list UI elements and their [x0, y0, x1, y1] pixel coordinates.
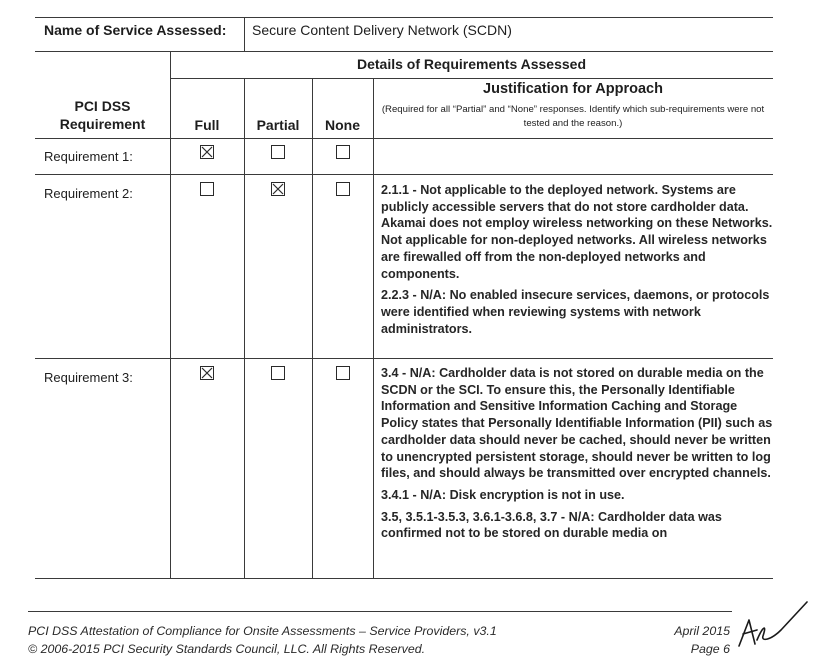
footer-copyright: © 2006-2015 PCI Security Standards Council, LLC. All Rights Reserved. — [28, 642, 426, 656]
requirement-1-full-checkbox[interactable] — [200, 145, 214, 159]
full-column-divider — [244, 78, 245, 578]
justification-paragraph: 2.2.3 - N/A: No enabled insecure services, daemons, or protocols were identified when reviewing systems with network administrators. — [381, 288, 770, 336]
requirement-2-label: Requirement 2: — [44, 186, 133, 201]
service-label-divider — [244, 17, 245, 51]
justification-paragraph: 3.4.1 - N/A: Disk encryption is not in use. — [381, 487, 625, 502]
requirement-2-none-checkbox[interactable] — [336, 182, 350, 196]
footer-page-number: Page 6 — [690, 642, 730, 656]
footer-document-title: PCI DSS Attestation of Compliance for Onsite Assessments – Service Providers, v3.1 — [28, 624, 497, 638]
justification-paragraph: 3.4 - N/A: Cardholder data is not stored on durable media on the SCDN or the SCI. To ensure this, the Personally Identifiable Information and Sensitive Information Caching and Storage Policy states that Personally Identifiable Information (PII) such as cardholder data should never be cached, should never be written to unencrypted persistent storage, should never be written to log files, and should always be transmitted over encrypted channels. — [381, 366, 773, 481]
table-top-border — [35, 17, 773, 18]
service-name-value: Secure Content Delivery Network (SCDN) — [252, 22, 512, 38]
none-column-divider — [373, 78, 374, 578]
footer-divider — [28, 611, 732, 612]
requirement-3-justification — [381, 365, 773, 547]
justification-column-subtitle: (Required for all “Partial” and “None” responses. Identify which sub-requirements were not tested and the reason.) — [381, 104, 765, 129]
header-bottom-border — [35, 138, 773, 139]
partial-column-header: Partial — [256, 117, 300, 133]
requirement-3-partial-checkbox[interactable] — [271, 366, 285, 380]
footer-right — [630, 622, 730, 658]
footer-left — [28, 622, 497, 658]
requirement-header-line2: Requirement — [59, 116, 146, 132]
service-row-bottom-border — [35, 51, 773, 52]
justification-paragraph: 2.1.1 - Not applicable to the deployed network. Systems are publicly accessible servers that do not store cardholder data. Akamai does not employ wireless networking on these Networks. Not applicable for non-deployed networks. All wireless networks are firewalled off from the non-deployed networks and components. — [381, 183, 773, 281]
requirement-2-partial-checkbox[interactable] — [271, 182, 285, 196]
requirement-3-full-checkbox[interactable] — [200, 366, 214, 380]
checked-x-icon — [201, 146, 213, 158]
details-title-bottom-border — [170, 78, 773, 79]
checked-x-icon — [201, 367, 213, 379]
requirement-header-line1: PCI DSS — [74, 98, 131, 114]
partial-column-divider — [312, 78, 313, 578]
requirement-3-none-checkbox[interactable] — [336, 366, 350, 380]
justification-paragraph: 3.5, 3.5.1-3.5.3, 3.6.1-3.6.8, 3.7 - N/A: Cardholder data was confirmed not to be stored on durable media on — [381, 509, 722, 541]
requirement-2-full-checkbox[interactable] — [200, 182, 214, 196]
row1-bottom-border — [35, 174, 773, 175]
full-column-header: Full — [194, 117, 220, 133]
requirement-1-partial-checkbox[interactable] — [271, 145, 285, 159]
requirement-1-label: Requirement 1: — [44, 149, 133, 164]
requirement-1-none-checkbox[interactable] — [336, 145, 350, 159]
details-title: Details of Requirements Assessed — [356, 56, 586, 72]
justification-column-header: Justification for Approach — [483, 81, 663, 97]
handwritten-initials-icon — [733, 596, 813, 656]
requirement-2-justification — [381, 182, 773, 342]
none-column-header: None — [325, 117, 360, 133]
requirement-3-label: Requirement 3: — [44, 370, 133, 385]
table-bottom-border — [35, 578, 773, 579]
footer-date: April 2015 — [674, 624, 730, 638]
row2-bottom-border — [35, 358, 773, 359]
service-name-label: Name of Service Assessed: — [44, 22, 227, 38]
requirement-column-header — [35, 97, 170, 133]
checked-x-icon — [272, 183, 284, 195]
